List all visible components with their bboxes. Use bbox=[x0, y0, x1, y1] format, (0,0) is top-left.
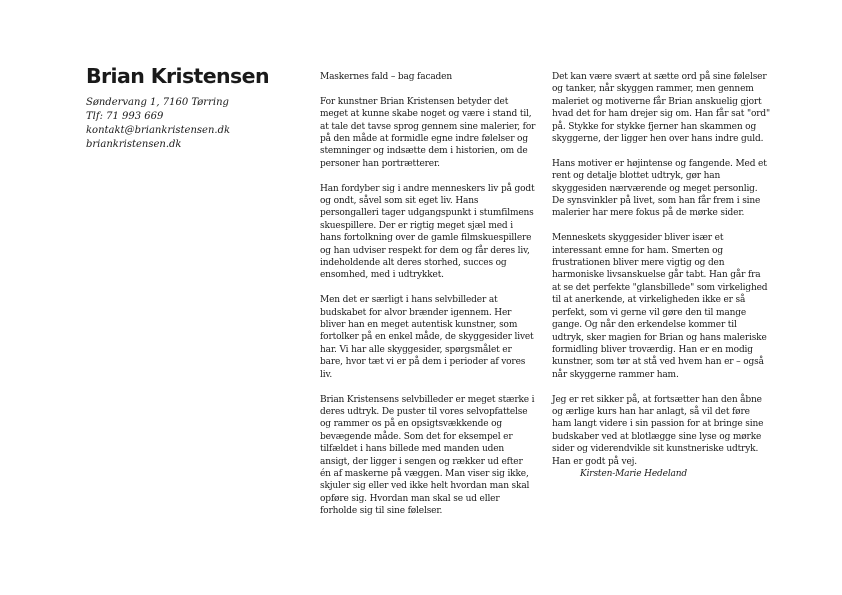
article-paragraph: Det kan være svært at sætte ord på sine følelser og tanker, når skyggen rammer, men gennem maleriet og motiverne får Brian anskuelig gjort hvad det for ham drejer sig om. Han får sat "ord" på. Stykke for stykke fjerner han skammen og skyggerne, der ligger hen over hans indre guld. bbox=[552, 72, 770, 145]
article-column-right bbox=[552, 71, 770, 480]
article-title: Maskernes fald – bag facaden bbox=[320, 72, 452, 82]
author-signature: Kirsten-Marie Hedeland bbox=[580, 468, 688, 479]
article-paragraph: Menneskets skyggesider bliver især et interessant emne for ham. Smerten og frustrationen bliver mere vigtig og den harmoniske livsanskuelse går tabt. Han går fra at se det perfekte "glansbillede" som virkelighed til at anerkende, at virkeligheden ikke er så perfekt, som vi gerne vil gøre den til mange gange. Og når den erkendelse kommer til udtryk, sker magien for Brian og hans maleriske formidling bliver troværdig. Han er en modig kunstner, som tør at stå ved hvem han er – også når skyggerne rammer ham. bbox=[552, 233, 768, 380]
article-paragraph: Men det er særligt i hans selvbilleder at budskabet for alvor brænder igennem. Her bliver han en meget autentisk kunstner, som fortolker på en enkel måde, de skyggesider livet har. Vi har alle skyggesider, spørgsmålet er bare, hvor tæt vi er på dem i perioder af vores liv. bbox=[320, 295, 534, 380]
article-column-left bbox=[320, 71, 536, 518]
website-address: briankristensen.dk bbox=[86, 139, 182, 150]
article-paragraph: Brian Kristensens selvbilleder er meget stærke i deres udtryk. De puster til vores selvopfattelse og rammer os på en opsigtsvækkende og bevægende måde. Som det for eksempel er tilfældet i hans billede med manden uden ansigt, der ligger i sengen og rækker ud efter én af maskerne på væggen. Man viser sig ikke, skjuler sig eller ved ikke helt hvordan man skal opføre sig. Hvordan man skal se ud eller forholde sig til sine følelser. bbox=[320, 394, 535, 517]
article-paragraph: Hans motiver er højintense og fangende. Med et rent og detalje blottet udtryk, gør han skyggesiden nærværende og meget personlig. De synsvinkler på livet, som han får frem i sine malerier har mere fokus på de mørke sider. bbox=[552, 158, 767, 219]
article-paragraph: Jeg er ret sikker på, at fortsætter han den åbne og ærlige kurs han har anlagt, så vil det føre ham langt videre i sin passion for at bringe sine budskaber ved at blotlægge sine lyse og mørke sider og viderendvikle sit kunstneriske udtryk. Han er godt på vej. bbox=[552, 394, 764, 467]
address: Søndervang 1, 7160 Tørring bbox=[86, 97, 229, 108]
phone-number: Tlf: 71 993 669 bbox=[86, 111, 164, 122]
contact-block bbox=[86, 64, 296, 152]
artist-name: Brian Kristensen bbox=[86, 64, 269, 88]
article-paragraph: For kunstner Brian Kristensen betyder det meget at kunne skabe noget og være i stand til, at tale det tavse sprog gennem sine malerier, for på den måde at formidle egne indre følelser og stemninger og indsætte dem i historien, om de personer han portrætterer. bbox=[320, 96, 536, 169]
article-paragraph: Han fordyber sig i andre menneskers liv på godt og ondt, såvel som sit eget liv. Hans persongalleri tager udgangspunkt i stumfilmens skuespillere. Der er rigtig meget sjæl med i hans fortolkning over de gamle filmskuespillere og han udviser respekt for dem og får deres liv, indeholdende alt deres storhed, succes og ensomhed, med i udtrykket. bbox=[320, 183, 535, 281]
email-address: kontakt@briankristensen.dk bbox=[86, 125, 231, 136]
